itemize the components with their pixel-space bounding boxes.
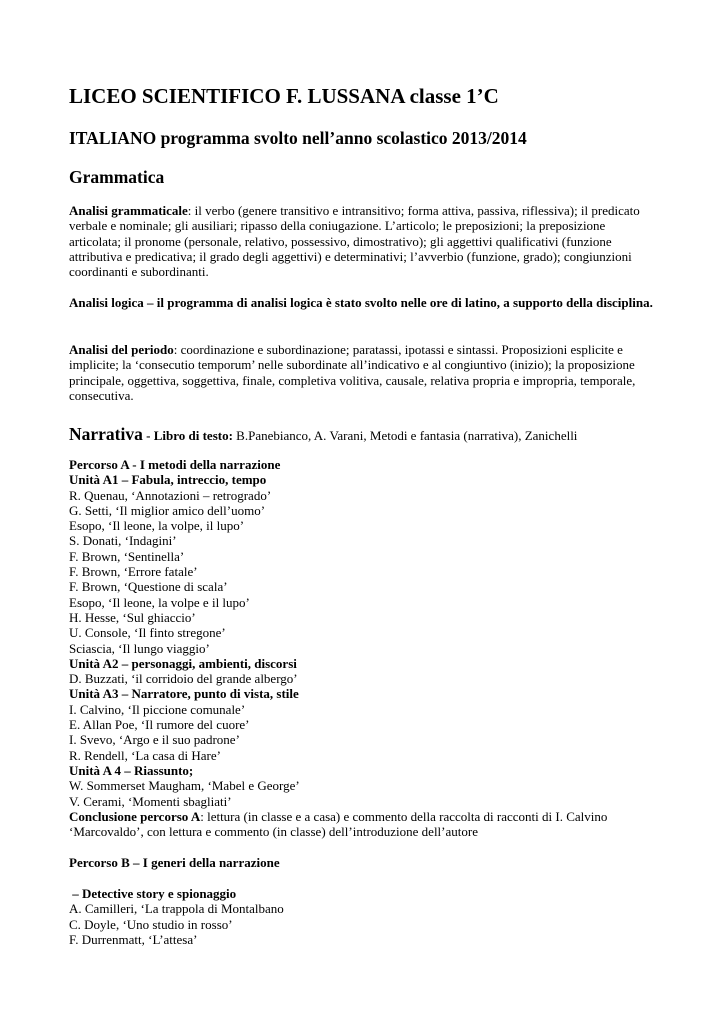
- paragraph-analisi-grammaticale: [69, 203, 659, 279]
- list-item: Unità A1 – Fabula, intreccio, tempo: [69, 472, 267, 488]
- list-item: Unità A 4 – Riassunto;: [69, 762, 194, 778]
- list-item: Sciascia, ‘Il lungo viaggio’: [69, 640, 210, 656]
- list-item: F. Brown, ‘Sentinella’: [69, 548, 185, 564]
- list-item: – Detective story e spionaggio: [69, 886, 237, 901]
- analisi-periodo-text: : coordinazione e subordinazione; paratassi, ipotassi e sintassi. Proposizioni esplicite e implicite; la ‘consecutio temporum’ nelle subordinate all’indicativo e al congiuntivo (inizio); la proposizione principale, oggettiva, soggettiva, finale, completiva volitiva, causale, relativa propria e impropria, temporale, consecutiva.: [69, 342, 636, 403]
- list-item: U. Console, ‘Il finto stregone’: [69, 625, 226, 641]
- paragraph-analisi-logica: Analisi logica – il programma di analisi logica è stato svolto nelle ore di latino, a supporto della disciplina.: [69, 295, 653, 310]
- percorso-b-title: Percorso B – I generi della narrazione: [69, 855, 280, 870]
- list-item: F. Durrenmatt, ‘L’attesa’: [69, 931, 198, 947]
- percorso-b-list: [69, 886, 669, 947]
- list-item: R. Quenau, ‘Annotazioni – retrogrado’: [69, 487, 272, 503]
- list-item: Esopo, ‘Il leone, la volpe e il lupo’: [69, 594, 250, 610]
- analisi-grammaticale-text: : il verbo (genere transitivo e intransitivo; forma attiva, passiva, riflessiva); il predicato verbale e nominale; gli ausiliari; ripasso della coniugazione. L’articolo; le preposizioni; la preposizione articolata; il pronome (personale, relativo, possessivo, dimostrativo); gli aggettivi qualificativi (funzione attributiva e predicativa; il grado degli aggettivi) e determinativi; l’avverbio (funzione, grado); congiunzioni coordinanti e subordinanti.: [69, 203, 640, 280]
- list-item: S. Donati, ‘Indagini’: [69, 533, 177, 549]
- analisi-periodo-label: Analisi del periodo: [69, 342, 174, 357]
- list-item: H. Hesse, ‘Sul ghiaccio’: [69, 609, 196, 625]
- school-title: LICEO SCIENTIFICO F. LUSSANA classe 1’C: [69, 84, 499, 108]
- section-heading-narrativa: Narrativa: [69, 424, 143, 444]
- list-item: Percorso A - I metodi della narrazione: [69, 457, 281, 472]
- list-item: W. Sommerset Maugham, ‘Mabel e George’: [69, 778, 300, 794]
- list-item: F. Brown, ‘Errore fatale’: [69, 564, 198, 580]
- list-item: V. Cerami, ‘Momenti sbagliati’: [69, 793, 232, 809]
- libro-di-testo-value: B.Panebianco, A. Varani, Metodi e fantasia (narrativa), Zanichelli: [232, 428, 578, 443]
- list-item: I. Svevo, ‘Argo e il suo padrone’: [69, 732, 240, 748]
- list-item: A. Camilleri, ‘La trappola di Montalbano: [69, 901, 284, 917]
- analisi-grammaticale-label: Analisi grammaticale: [69, 203, 188, 218]
- list-item: F. Brown, ‘Questione di scala’: [69, 579, 228, 595]
- list-item: Unità A2 – personaggi, ambienti, discorsi: [69, 655, 297, 671]
- libro-di-testo-label: - Libro di testo:: [142, 428, 233, 443]
- section-heading-grammatica: Grammatica: [69, 167, 165, 187]
- conclusione-text: : lettura (in classe e a casa) e commento della raccolta di racconti di I. Calvino ‘Marcovaldo’, con lettura e commento (in classe) dell’introduzione dell’autore: [69, 808, 608, 840]
- conclusione-label: Conclusione percorso A: [69, 808, 201, 824]
- list-item: E. Allan Poe, ‘Il rumore del cuore’: [69, 717, 250, 733]
- list-item: I. Calvino, ‘Il piccione comunale’: [69, 701, 246, 717]
- paragraph-analisi-periodo: [69, 342, 659, 403]
- narrativa-heading-line: [69, 424, 577, 445]
- list-item: Unità A3 – Narratore, punto di vista, stile: [69, 686, 299, 702]
- conclusione-percorso-a: [69, 809, 669, 840]
- list-item: Esopo, ‘Il leone, la volpe, il lupo’: [69, 518, 245, 534]
- list-item: R. Rendell, ‘La casa di Hare’: [69, 747, 221, 763]
- percorso-a-list: [69, 457, 669, 839]
- list-item: C. Doyle, ‘Uno studio in rosso’: [69, 916, 233, 932]
- subject-title: ITALIANO programma svolto nell’anno scolastico 2013/2014: [69, 128, 527, 148]
- list-item: G. Setti, ‘Il miglior amico dell’uomo’: [69, 502, 266, 518]
- list-item: D. Buzzati, ‘il corridoio del grande albergo’: [69, 671, 298, 687]
